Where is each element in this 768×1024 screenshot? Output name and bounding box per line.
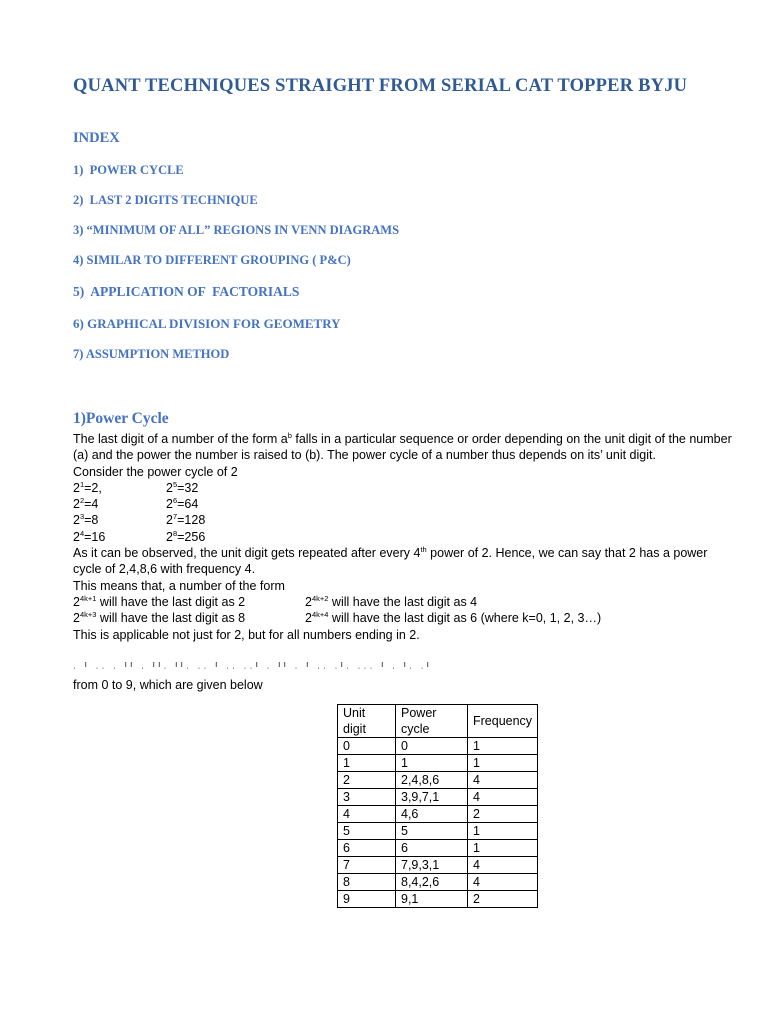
table-cell: 8,4,2,6 [396, 874, 468, 891]
power-cycle-table [337, 704, 538, 908]
form-row: $2^{4k+1}$ will have the last digit as 2 $2^{4k+2}$ will have the last digit as 4 [73, 593, 478, 609]
table-cell: 4,6 [396, 806, 468, 823]
index-item-factorials: 5) APPLICATION OF FACTORIALS [73, 284, 300, 299]
section-heading: 1)Power Cycle [73, 410, 169, 427]
power-row: $2^3=8$ $2^7=128$ [73, 512, 206, 528]
index-item-geometry: 6) GRAPHICAL DIVISION FOR GEOMETRY [73, 316, 341, 331]
table-row [338, 806, 538, 823]
table-cell: 2,4,8,6 [396, 772, 468, 789]
table-cell: 6 [338, 840, 396, 857]
table-cell: 7 [338, 857, 396, 874]
table-row [338, 772, 538, 789]
table-cell: 2 [468, 806, 538, 823]
table-row [338, 840, 538, 857]
table-cell: 4 [468, 874, 538, 891]
table-row [338, 823, 538, 840]
table-row [338, 738, 538, 755]
table-cell: 3 [338, 789, 396, 806]
table-cell: 4 [338, 806, 396, 823]
table-cell: 5 [396, 823, 468, 840]
intro-paragraph: The last digit of a number of the form $a^b$ falls in a particular sequence or order depending on the unit digit of the number (a) and the power the number is raised to (b). The power cycle of a number thus depends on its’ unit digit. [73, 431, 732, 463]
form-row: $2^{4k+3}$ will have the last digit as 8 $2^{4k+4}$ will have the last digit as 6 (where k=0, 1, 2, 3…) [73, 610, 602, 626]
document-title: QUANT TECHNIQUES STRAIGHT FROM SERIAL CAT TOPPER BYJU [73, 76, 688, 96]
table-cell: 7,9,3,1 [396, 857, 468, 874]
index-item-power-cycle: 1) POWER CYCLE [73, 163, 184, 177]
observe-paragraph: As it can be observed, the unit digit gets repeated after every 4th power of 2. Hence, we can say that 2 has a power cycle of 2,4,8,6 with frequency 4. [73, 545, 708, 577]
table-cell: 4 [468, 857, 538, 874]
table-cell: 0 [338, 738, 396, 755]
consider-line: Consider the power cycle of 2 [73, 464, 238, 479]
power-row: $2^2=4$ $2^6=64$ [73, 496, 199, 512]
applicable-line: This is applicable not just for 2, but for all numbers ending in 2. [73, 627, 420, 642]
from-line: from 0 to 9, which are given below [73, 678, 263, 692]
garbled-text-line: ˌ ı ˌˌ ˌ ıı ˌ ııˌ ııˌ ˌˌ ı ˌˌ ˌˌı ˌ ıı ˌ ı ˌˌ ˌıˌ ˌˌˌ ı ˌ ıˌ ˌı [73, 659, 432, 669]
table-cell: 1 [338, 755, 396, 772]
table-cell: 2 [468, 891, 538, 908]
section-body [73, 431, 733, 643]
table-row [338, 874, 538, 891]
table-cell: 5 [338, 823, 396, 840]
header-power-cycle: Power cycle [396, 705, 468, 738]
table-row [338, 755, 538, 772]
power-row: $2^1=2$, $2^5=32$ [73, 479, 199, 495]
index-heading: INDEX [73, 130, 120, 146]
table-cell: 6 [396, 840, 468, 857]
table-row [338, 857, 538, 874]
table-cell: 2 [338, 772, 396, 789]
header-unit-digit: Unit digit [338, 705, 396, 738]
table-cell: 9 [338, 891, 396, 908]
table-cell: 1 [468, 840, 538, 857]
table-cell: 1 [468, 755, 538, 772]
table-cell: 8 [338, 874, 396, 891]
index-item-grouping: 4) SIMILAR TO DIFFERENT GROUPING ( P&C) [73, 253, 351, 267]
index-item-last-two-digits: 2) LAST 2 DIGITS TECHNIQUE [73, 193, 258, 207]
table-row [338, 789, 538, 806]
power-row: $2^4=16$ $2^8=256$ [73, 528, 206, 544]
table-cell: 0 [396, 738, 468, 755]
table-cell: 1 [468, 738, 538, 755]
table-row [338, 891, 538, 908]
table-cell: 3,9,7,1 [396, 789, 468, 806]
table-cell: 4 [468, 789, 538, 806]
table-cell: 4 [468, 772, 538, 789]
table-header-row [338, 705, 538, 738]
table-cell: 9,1 [396, 891, 468, 908]
table-cell: 1 [468, 823, 538, 840]
means-line: This means that, a number of the form [73, 578, 285, 593]
table-cell: 1 [396, 755, 468, 772]
header-frequency: Frequency [468, 705, 538, 738]
index-item-venn-diagrams: 3) “MINIMUM OF ALL” REGIONS IN VENN DIAGRAMS [73, 223, 400, 237]
index-item-assumption: 7) ASSUMPTION METHOD [73, 347, 230, 361]
